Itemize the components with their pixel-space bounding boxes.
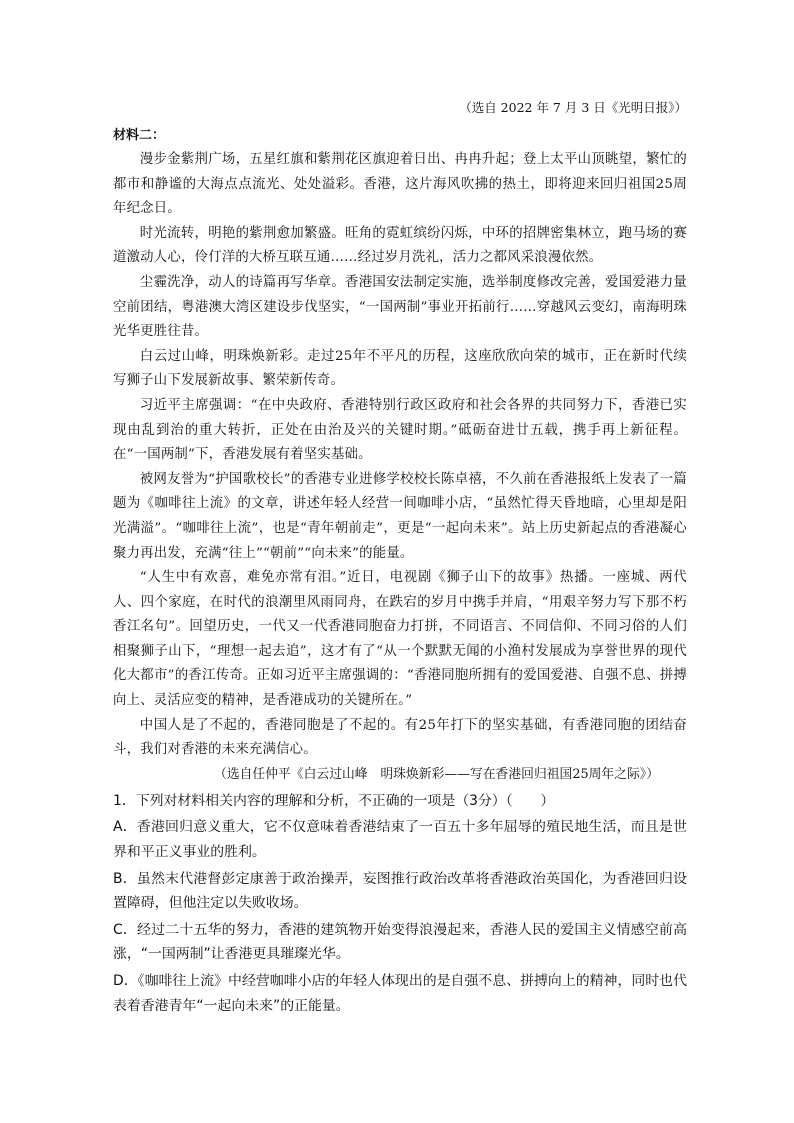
question-option-c: C．经过二十五华的努力，香港的建筑物开始变得浪漫起来，香港人民的爱国主义情感空前高涨，“一国两制”让香港更具璀璨光华。 <box>113 921 687 963</box>
article-paragraph: 尘霾洗净，动人的诗篇再写华章。香港国安法制定实施，选举制度修改完善，爱国爱港力量空前团结，粤港澳大湾区建设步伐坚实，“一国两制”事业开拓前行……穿越风云变幻，南海明珠光华更胜往昔。 <box>113 274 687 340</box>
document-page <box>113 96 687 1018</box>
material-title: 材料二： <box>113 128 166 143</box>
article-paragraph: 白云过山峰，明珠焕新彩。走过25年不平凡的历程，这座欣欣向荣的城市，正在新时代续写狮子山下发展新故事、繁荣新传奇。 <box>113 348 687 389</box>
question-option-b: B．虽然末代港督彭定康善于政治操弄，妄图推行政治改革将香港政治英国化，为香港回归设置障碍，但他注定以失败收场。 <box>113 870 687 912</box>
article-paragraph: 中国人是了不起的，香港同胞是了不起的。有25年打下的坚实基础，有香港同胞的团结奋斗，我们对香港的未来充满信心。 <box>113 717 687 758</box>
source-citation-bottom: （选自任仲平《白云过山峰 明珠焕新彩——写在香港回归祖国25周年之际》） <box>214 766 659 782</box>
article-paragraph: 时光流转，明艳的紫荆愈加繁盛。旺角的霓虹缤纷闪烁，中环的招牌密集林立，跑马场的赛道激动人心，伶仃洋的大桥互联互通……经过岁月洗礼，活力之都风采浪漫依然。 <box>113 225 687 266</box>
source-citation-top: （选自 2022 年 7 月 3 日《光明日报》） <box>459 100 687 115</box>
article-paragraph: 被网友誉为“护国歌校长”的香港专业进修学校校长陈卓禧，不久前在香港报纸上发表了一篇题为《咖啡往上流》的文章，讲述年轻人经营一间咖啡小店，“虽然忙得天昏地暗，心里却是阳光满溢”。“咖啡往上流”，也是“青年朝前走”，更是“一起向未来”。站上历史新起点的香港凝心聚力再出发，充满“往上”“朝前”“向未来”的能量。 <box>113 471 687 561</box>
question-option-d: D．《咖啡往上流》中经营咖啡小店的年轻人体现出的是自强不息、拼搏向上的精神，同时也代表着香港青年“一起向未来”的正能量。 <box>113 973 687 1014</box>
question-option-a: A．香港回归意义重大，它不仅意味着香港结束了一百五十多年屈辱的殖民地生活，而且是世界和平正义事业的胜利。 <box>113 819 687 861</box>
article-body <box>113 148 687 763</box>
article-paragraph: 漫步金紫荆广场，五星红旗和紫荆花区旗迎着日出、冉冉升起；登上太平山顶眺望，繁忙的都市和静谧的大海点点流光、处处溢彩。香港，这片海风吹拂的热土，即将迎来回归祖国25周年纪念日。 <box>113 152 687 217</box>
question-stem: 1．下列对材料相关内容的理解和分析，不正确的一项是（3分）（ ） <box>113 792 555 809</box>
article-paragraph: “人生中有欢喜，难免亦常有泪。”近日，电视剧《狮子山下的故事》热播。一座城、两代人、四个家庭，在时代的浪潮里风雨同舟，在跌宕的岁月中携手并肩，“用艰辛努力写下那不朽香江名句”。回望历史，一代又一代香港同胞奋力打拼，不同语言、不同信仰、不同习俗的人们相聚狮子山下，“理想一起去追”，这才有了“从一个默默无闻的小渔村发展成为享誉世界的现代化大都市”的香江传奇。正如习近平主席强调的：“香港同胞所拥有的爱国爱港、自强不息、拼搏向上、灵活应变的精神，是香港成功的关键所在。” <box>113 570 687 709</box>
question-block <box>113 789 687 1018</box>
article-paragraph: 习近平主席强调：“在中央政府、香港特别行政区政府和社会各界的共同努力下，香港已实现由乱到治的重大转折，正处在由治及兴的关键时期。”砥砺奋进廿五载，携手再上新征程。在“一国两制”下，香港发展有着坚实基础。 <box>113 397 687 463</box>
